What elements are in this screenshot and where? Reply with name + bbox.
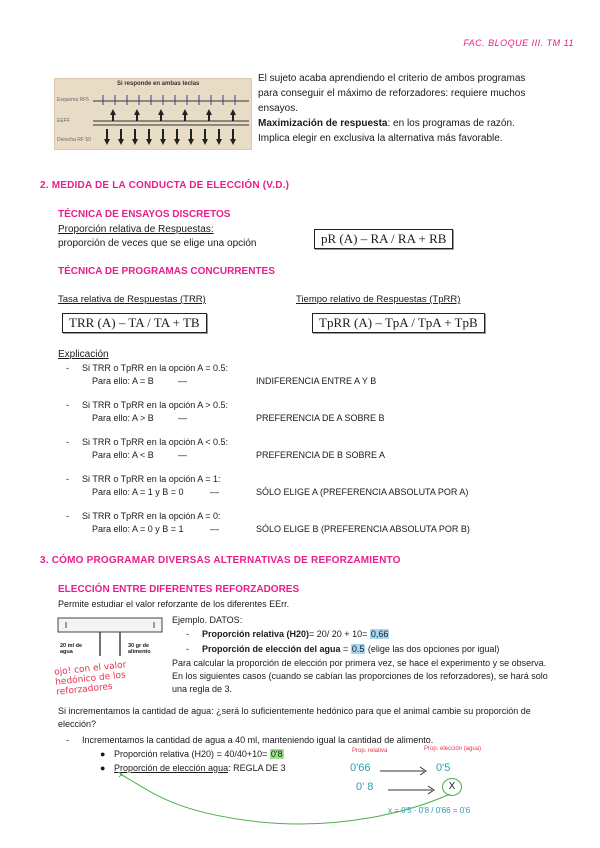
item-result: SÓLO ELIGE B (PREFERENCIA ABSOLUTA POR B) [256, 524, 470, 534]
b1-value: 0'8 [270, 749, 283, 759]
hw-equation: x = 0'5 · 0'8 / 0'66 = 0'6 [388, 806, 471, 815]
intro-text-1: El sujeto acaba aprendiendo el criterio de ambos programas para conseguir el máximo de reforzadores: requiere muchos ensayos. [258, 73, 526, 114]
item-condition: Si TRR o TpRR en la opción A < 0.5: [82, 437, 228, 447]
hw-prop-eleccion: Prop. elección (agua) [424, 746, 482, 752]
bullet-dash: - [66, 474, 69, 484]
figure-label-top: Esquema RF5 [57, 97, 89, 103]
b1-label: Proporción relativa (H20) [114, 749, 215, 759]
item-dash: — [178, 376, 187, 386]
td-text: proporción de veces que se elige una opción [58, 238, 257, 249]
data-item-2 [186, 643, 499, 656]
item-premise: Para ello: A > B [92, 413, 154, 423]
d2-note: (elige las dos opciones por igual) [365, 644, 500, 654]
item-premise: Para ello: A < B [92, 450, 154, 460]
bullet-dash: - [66, 363, 69, 373]
diagram-right-label: 30 gr de alimento [128, 643, 151, 655]
bullet-dash: - [66, 437, 69, 447]
hw-r1b: 0'5 [436, 762, 451, 774]
hw-arrow-2 [388, 785, 438, 795]
figure-label-mid: EEFF [57, 118, 70, 124]
increment-text: Incrementamos la cantidad de agua a 40 ml, manteniendo igual la cantidad de alimento. [82, 735, 434, 745]
explanation-item [66, 399, 546, 436]
page-header-tag: FAC. BLOQUE III. TM 11 [463, 38, 574, 48]
reinforcer-choice-text: Permite estudiar el valor reforzante de los diferentes EErr. [58, 599, 290, 609]
td-formula: pR (A) – RA / RA + RB [314, 229, 453, 249]
bullet-dash: - [186, 644, 189, 654]
item-dash: — [210, 487, 219, 497]
hw-r2a: 0' 8 [356, 781, 374, 793]
data-item-1 [186, 628, 389, 641]
item-dash: — [178, 450, 187, 460]
d1-value: 0,66 [370, 629, 389, 639]
hw-r2b: X [442, 778, 462, 796]
explanation-item [66, 362, 546, 399]
figure-label-bottom: Derecha RF 50 [57, 137, 91, 143]
reinforcer-choice-title: ELECCIÓN ENTRE DIFERENTES REFORZADORES [58, 584, 300, 595]
item-dash: — [210, 524, 219, 534]
item-dash: — [178, 413, 187, 423]
tprr-formula: TpRR (A) – TpA / TpA + TpB [312, 313, 485, 333]
bullet-dash: - [66, 511, 69, 521]
explanation-item [66, 510, 546, 547]
section-2-heading: 2. MEDIDA DE LA CONDUCTA DE ELECCIÓN (V.D.) [40, 180, 290, 191]
bullet-dash: - [186, 629, 189, 639]
figure-title: Si responde en ambas teclas [117, 81, 200, 87]
b2-rest: : REGLA DE 3 [228, 763, 286, 773]
item-result: SÓLO ELIGE A (PREFERENCIA ABSOLUTA POR A) [256, 487, 469, 497]
intro-paragraph [258, 71, 548, 146]
item-premise: Para ello: A = 0 y B = 1 [92, 524, 184, 534]
explanation-label: Explicación [58, 349, 109, 360]
b1-calc: = 40/40+10= [216, 749, 268, 759]
item-premise: Para ello: A = 1 y B = 0 [92, 487, 184, 497]
item-premise: Para ello: A = B [92, 376, 154, 386]
item-condition: Si TRR o TpRR en la opción A = 0.5: [82, 363, 228, 373]
b2-label: Proporción de elección agua [114, 763, 229, 773]
calc-paragraph: Para calcular la proporción de elección por primera vez, se hace el experimento y se observa. En los siguientes casos (cuando se cabían las proporciones de los reforzadores), se hará solo una regla de 3. [172, 658, 548, 694]
bullet-dash: - [66, 735, 69, 745]
bullet-2: ● Proporción de elección agua: REGLA DE 3 [100, 763, 286, 773]
figure-arrows [93, 91, 249, 147]
td-title: TÉCNICA DE ENSAYOS DISCRETOS [58, 209, 231, 220]
explanation-item [66, 473, 546, 510]
concurrent-keys-figure [54, 78, 252, 150]
example-label: Ejemplo. DATOS: [172, 615, 243, 625]
d2-value: 0.5 [351, 644, 365, 654]
intro-bold-term: Maximización de respuesta [258, 118, 388, 129]
item-condition: Si TRR o TpRR en la opción A = 1: [82, 474, 221, 484]
intro-text-2: : en los programas de razón. Implica elegir en exclusiva la alternativa más favorable. [258, 118, 515, 144]
explanation-item [66, 436, 546, 473]
item-result: PREFERENCIA DE B SOBRE A [256, 450, 386, 460]
d2-eq: = [340, 644, 351, 654]
question-paragraph: Si incrementamos la cantidad de agua: ¿será lo suficientemente hedónico para que el animal cambie su proporción de elección? [58, 706, 531, 729]
d2-label: Proporción de elección del agua [202, 644, 341, 654]
section-3-heading: 3. CÓMO PROGRAMAR DIVERSAS ALTERNATIVAS DE REFORZAMIENTO [40, 555, 401, 566]
tpc-title: TÉCNICA DE PROGRAMAS CONCURRENTES [58, 266, 275, 277]
hw-arrow-1 [380, 766, 430, 776]
bullet-dash: - [66, 400, 69, 410]
tprr-label: Tiempo relativo de Respuestas (TpRR) [296, 294, 461, 305]
d1-label: Proporción relativa (H20) [202, 629, 310, 639]
diagram-left-label: 20 ml de agua [60, 643, 83, 655]
d1-calc: = 20/ 20 + 10= [309, 629, 368, 639]
item-condition: Si TRR o TpRR en la opción A > 0.5: [82, 400, 228, 410]
item-condition: Si TRR o TpRR en la opción A = 0: [82, 511, 221, 521]
item-result: INDIFERENCIA ENTRE A Y B [256, 376, 377, 386]
hw-prop-relativa: Prop. relativa [352, 748, 388, 754]
bullet-1: ● Proporción relativa (H20) = 40/40+10= 0'8 [100, 749, 283, 759]
hw-r1a: 0'66 [350, 762, 371, 774]
explanation-list [66, 362, 546, 547]
trr-label: Tasa relativa de Respuestas (TRR) [58, 294, 206, 305]
trr-formula: TRR (A) – TA / TA + TB [62, 313, 207, 333]
handwritten-note: ojo! con el valor hedónico de los reforzadores [53, 660, 127, 698]
td-subtitle: Proporción relativa de Respuestas: [58, 224, 214, 235]
item-result: PREFERENCIA DE A SOBRE B [256, 413, 385, 423]
